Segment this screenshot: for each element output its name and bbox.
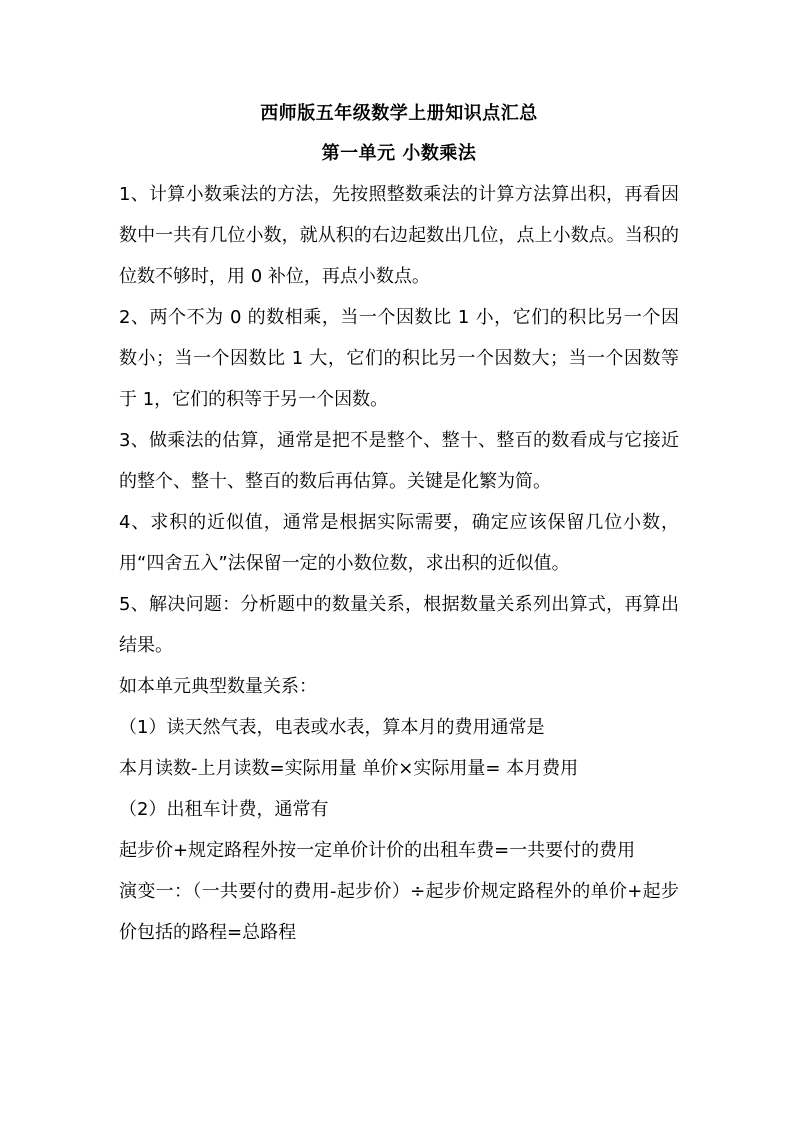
relations-intro: 如本单元典型数量关系：: [119, 676, 317, 697]
document-body: [119, 100, 679, 953]
relation-2-variant-1: 演变一：（一共要付的费用-起步价）÷起步价规定路程外的单价+起步价包括的路程=总路程: [119, 881, 679, 943]
paragraph-3: 3、做乘法的估算，通常是把不是整个、整十、整百的数看成与它接近的整个、整十、整百的数后再估算。关键是化繁为简。: [119, 430, 679, 492]
relation-1-heading: （1）读天然气表，电表或水表，算本月的费用通常是: [119, 717, 545, 738]
paragraph-1: 1、计算小数乘法的方法，先按照整数乘法的计算方法算出积，再看因数中一共有几位小数，就从积的右边起数出几位，点上小数点。当积的位数不够时，用 0 补位，再点小数点。: [119, 184, 679, 287]
paragraph-5: 5、解决问题：分析题中的数量关系，根据数量关系列出算式，再算出结果。: [119, 594, 679, 656]
unit-title: 第一单元 小数乘法: [321, 143, 477, 164]
document-title: 西师版五年级数学上册知识点汇总: [260, 103, 538, 124]
relation-2-heading: （2）出租车计费，通常有: [119, 799, 329, 820]
relation-1-formula: 本月读数-上月读数=实际用量 单价×实际用量= 本月费用: [119, 758, 579, 779]
paragraph-4: 4、求积的近似值，通常是根据实际需要，确定应该保留几位小数，用“四舍五入”法保留一定的小数位数，求出积的近似值。: [119, 512, 679, 574]
paragraph-2: 2、两个不为 0 的数相乘，当一个因数比 1 小，它们的积比另一个因数小；当一个因数比 1 大，它们的积比另一个因数大；当一个因数等于 1，它们的积等于另一个因数。: [119, 307, 679, 410]
relation-2-formula: 起步价+规定路程外按一定单价计价的出租车费=一共要付的费用: [119, 840, 636, 861]
